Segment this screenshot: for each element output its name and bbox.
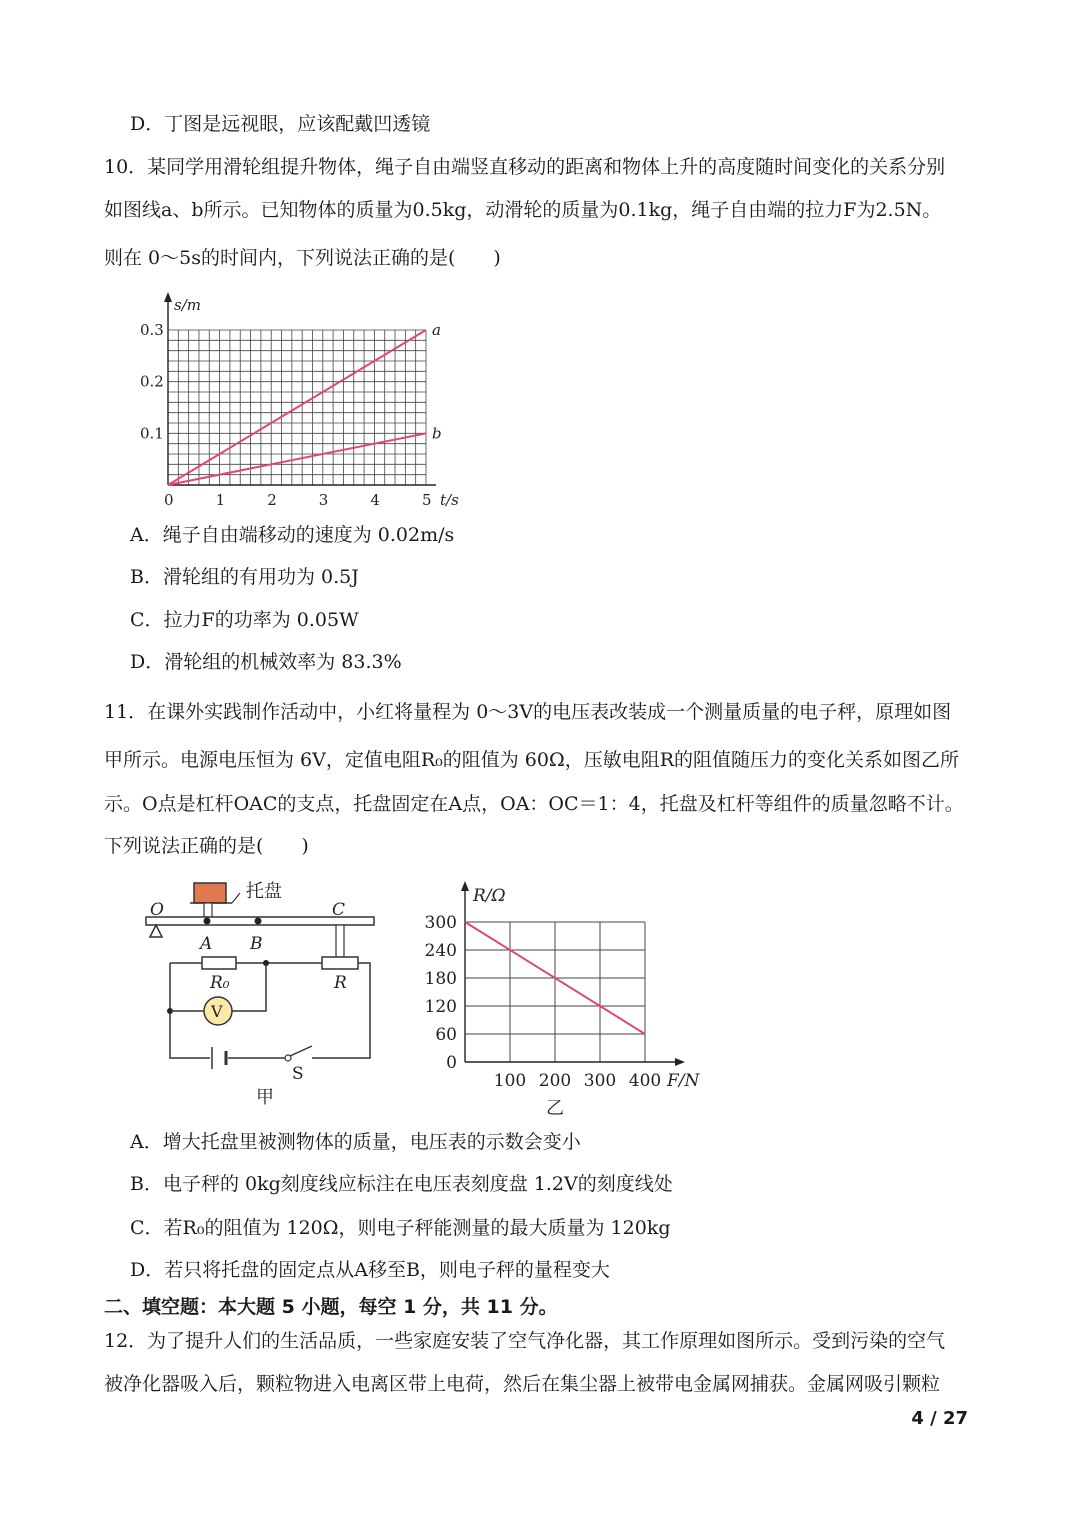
y-tick-label: 60 [435, 1025, 457, 1045]
x-tick-label: 0 [164, 491, 174, 509]
resistor-r0 [202, 957, 236, 969]
q11-option-c: C．若R₀的阻值为 120Ω，则电子秤能测量的最大质量为 120kg [130, 1217, 671, 1239]
r0-label: R₀ [210, 973, 230, 993]
q10-stem-line1: 10．某同学用滑轮组提升物体，绳子自由端竖直移动的距离和物体上升的高度随时间变化的关系分别 [104, 156, 946, 178]
y-tick-label: 120 [424, 997, 457, 1017]
circuit-diagram [140, 875, 390, 1115]
section-2-heading: 二、填空题：本大题 5 小题，每空 1 分，共 11 分。 [104, 1296, 558, 1318]
q11-stem-line2: 甲所示。电源电压恒为 6V，定值电阻R₀的阻值为 60Ω，压敏电阻R的阻值随压力的变化关系如图乙所 [104, 749, 960, 771]
point-o: O [150, 900, 164, 920]
q11-stem-line1: 11．在课外实践制作活动中，小红将量程为 0～3V的电压表改装成一个测量质量的电子秤，原理如图 [104, 701, 952, 723]
x-tick-label: 4 [370, 491, 380, 509]
q10-option-d: D．滑轮组的机械效率为 83.3% [130, 651, 402, 673]
point-b: B [250, 934, 263, 954]
q12-stem-line2: 被净化器吸入后，颗粒物进入电离区带上电荷，然后在集尘器上被带电金属网捕获。金属网吸引颗粒 [104, 1373, 941, 1395]
y-axis-label: R/Ω [473, 886, 506, 906]
x-axis-arrow-icon [675, 1058, 685, 1066]
y-tick-label: 0 [446, 1053, 457, 1073]
voltmeter-label: V [211, 1002, 223, 1021]
y-tick-label: 0.2 [140, 372, 164, 391]
series-label-a: a [432, 321, 441, 339]
q10-option-a: A．绳子自由端移动的速度为 0.02m/s [130, 524, 455, 546]
x-tick-label: 1 [215, 491, 226, 509]
series-line-b [168, 433, 426, 485]
page-number: 4 / 27 [911, 1408, 968, 1429]
tray-label: 托盘 [246, 881, 282, 902]
point-a: A [200, 934, 213, 954]
x-tick-label: 200 [538, 1071, 572, 1091]
x-tick-label: 5 [422, 491, 432, 509]
resistance-force-chart [420, 875, 710, 1119]
q10-option-c: C．拉力F的功率为 0.05W [130, 609, 359, 631]
q11-option-d: D．若只将托盘的固定点从A移至B，则电子秤的量程变大 [130, 1259, 610, 1281]
y-tick-label: 180 [424, 969, 457, 989]
y-axis-label: s/m [174, 296, 201, 314]
q11-option-b: B．电子秤的 0kg刻度线应标注在电压表刻度盘 1.2V的刻度线处 [130, 1173, 673, 1195]
y-tick-label: 300 [424, 913, 457, 933]
y-tick-label: 0.1 [140, 424, 164, 443]
y-tick-label: 0.3 [140, 321, 164, 339]
x-tick-label: 2 [267, 491, 277, 509]
x-tick-label: 3 [318, 491, 329, 509]
x-axis-label: F/N [667, 1071, 700, 1091]
chart-caption: 乙 [546, 1098, 564, 1119]
pivot-icon [150, 925, 162, 937]
resistor-r [322, 957, 358, 969]
point-c: C [332, 900, 346, 920]
q10-stem-line3: 则在 0～5s的时间内，下列说法正确的是( ) [104, 247, 501, 269]
q10-option-b: B．滑轮组的有用功为 0.5J [130, 566, 359, 588]
x-tick-label: 400 [628, 1071, 662, 1091]
switch-icon [290, 1046, 312, 1056]
q10-stem-line2: 如图线a、b所示。已知物体的质量为0.5kg，动滑轮的质量为0.1kg，绳子自由端的拉力F为2.5N。 [104, 199, 942, 221]
x-tick-label: 300 [583, 1071, 617, 1091]
q11-stem-line3: 示。O点是杠杆OAC的支点，托盘固定在A点，OA：OC＝1：4，托盘及杠杆等组件的质量忽略不计。 [104, 793, 964, 815]
distance-time-chart [130, 290, 480, 515]
r-label: R [334, 973, 347, 993]
q9-option-d: D．丁图是远视眼，应该配戴凹透镜 [130, 113, 431, 135]
tray-box [194, 883, 226, 903]
series-label-b: b [432, 424, 442, 443]
circuit-caption: 甲 [256, 1087, 274, 1108]
y-axis-arrow-icon [461, 881, 469, 891]
q11-option-a: A．增大托盘里被测物体的质量，电压表的示数会变小 [130, 1131, 581, 1153]
q11-stem-line4: 下列说法正确的是( ) [104, 835, 309, 857]
switch-label: S [292, 1064, 304, 1084]
q12-stem-line1: 12．为了提升人们的生活品质，一些家庭安装了空气净化器，其工作原理如图所示。受到污染的空气 [104, 1330, 946, 1352]
y-axis-arrow-icon [164, 292, 172, 302]
series-line-a [168, 330, 426, 485]
y-tick-label: 240 [424, 941, 457, 961]
x-axis-label: t/s [440, 491, 459, 509]
x-tick-label: 100 [493, 1071, 527, 1091]
